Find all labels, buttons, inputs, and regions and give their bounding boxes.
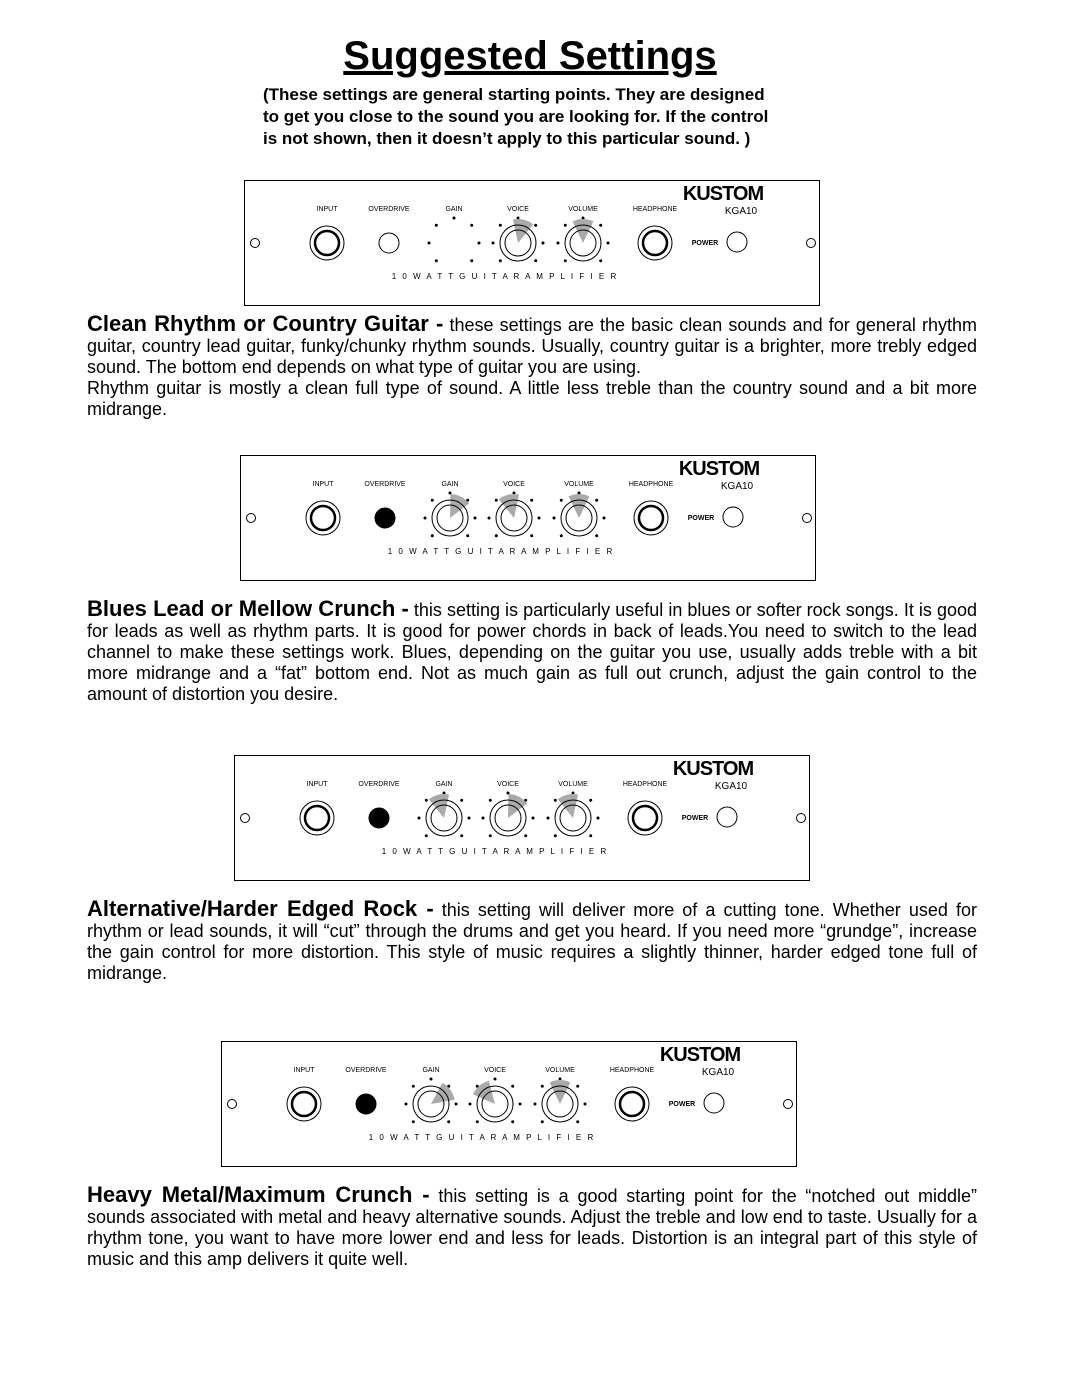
control-label: VOLUME (568, 206, 598, 213)
mount-screw-left (228, 1100, 237, 1109)
knob-tick (455, 1103, 458, 1106)
power-label: POWER (691, 240, 719, 247)
control-label: VOICE (497, 781, 519, 788)
knob-tick (564, 224, 567, 227)
mount-screw-left (241, 814, 250, 823)
mount-screw-right (784, 1100, 793, 1109)
headphone-jack (620, 1092, 644, 1116)
knob-tick (541, 1085, 544, 1088)
power-label: POWER (687, 515, 715, 522)
knob-tick (424, 517, 427, 520)
knob-tick (519, 1103, 522, 1106)
knob-tick (489, 799, 492, 802)
section-text: this setting is a good starting point for the “notched out middle” sounds associated with metal and heavy alternative sounds. Adjust the treble and low end to taste. Usually for a rhythm tone, you want to have more lower end and less for leads. Distortion is an integral part of this style of music and this amp delivers it quite well. (87, 1186, 977, 1269)
voice-setting-indicator (473, 1081, 495, 1104)
voice-setting-indicator (508, 794, 527, 818)
knob-tick (589, 834, 592, 837)
headphone-jack (633, 806, 657, 830)
knob-tick (541, 1120, 544, 1123)
control-label: VOICE (484, 1067, 506, 1074)
section-alternative-rock (87, 898, 977, 984)
control-label: OVERDRIVE (345, 1067, 387, 1074)
mount-screw-right (803, 514, 812, 523)
amp-tagline: 1 0 W A T T G U I T A R A M P L I F I E R (368, 1133, 596, 1142)
knob-tick (499, 224, 502, 227)
section-heading: Heavy Metal/Maximum Crunch - (87, 1182, 430, 1207)
kustom-logo: KUSTOM (672, 758, 754, 780)
mount-screw-left (251, 239, 260, 248)
knob-tick (595, 534, 598, 537)
amp-tagline: 1 0 W A T T G U I T A R A M P L I F I E R (381, 847, 609, 856)
knob-tick (482, 817, 485, 820)
control-label: HEADPHONE (622, 781, 668, 788)
knob-tick (560, 499, 563, 502)
knob-tick (532, 817, 535, 820)
mount-screw-right (797, 814, 806, 823)
amp-tagline: 1 0 W A T T G U I T A R A M P L I F I E R (391, 272, 619, 281)
knob-tick (478, 242, 481, 245)
knob-tick (564, 259, 567, 262)
knob-tick (495, 534, 498, 537)
knob-tick (470, 224, 473, 227)
control-label: INPUT (316, 206, 338, 213)
knob-tick (430, 1078, 433, 1081)
knob-tick (447, 1120, 450, 1123)
amp-tagline: 1 0 W A T T G U I T A R A M P L I F I E R (387, 547, 615, 556)
model-label: KGA10 (701, 1067, 735, 1078)
knob-tick (576, 1085, 579, 1088)
section-text: this setting will deliver more of a cutting tone. Whether used for rhythm or lead sounds, it will “cut” through the drums and get you heard. If you need more “grundge”, increase the gain control for more distortion. This style of music requires a slightly thinner, harder edged tone full of midrange. (87, 900, 977, 983)
mount-screw-right (807, 239, 816, 248)
knob-tick (553, 517, 556, 520)
knob-tick (511, 1120, 514, 1123)
amp-panel-2 (240, 455, 816, 581)
knob-tick (470, 259, 473, 262)
amp-panel-1 (244, 180, 820, 306)
knob-tick (599, 259, 602, 262)
input-jack (311, 506, 335, 530)
input-jack (292, 1092, 316, 1116)
overdrive-switch (379, 233, 399, 253)
overdrive-switch (356, 1094, 376, 1114)
control-label: HEADPHONE (609, 1067, 655, 1074)
knob-tick (469, 1103, 472, 1106)
knob-tick (466, 534, 469, 537)
control-label: INPUT (312, 481, 334, 488)
knob-tick (595, 499, 598, 502)
knob-tick (534, 259, 537, 262)
mount-screw-left (247, 514, 256, 523)
knob-tick (492, 242, 495, 245)
knob-tick (425, 799, 428, 802)
knob-tick (530, 534, 533, 537)
power-switch (717, 807, 737, 827)
section-heading: Clean Rhythm or Country Guitar - (87, 311, 444, 336)
volume-setting-indicator (573, 219, 594, 243)
control-label: VOLUME (564, 481, 594, 488)
control-label: VOLUME (545, 1067, 575, 1074)
knob-tick (597, 817, 600, 820)
section-text: these settings are the basic clean sounds and for general rhythm guitar, country lead guitar, funky/chunky rhythm sounds. Usually, country guitar is a brighter, more trebly edged sound. The bottom end depends on what type of guitar you are using. (87, 315, 977, 377)
knob-tick (542, 242, 545, 245)
intro-note: (These settings are general starting points. They are designed to get you close to the sound you are looking for. If the control is not shown, then it doesn’t apply to this particular sound. ) (263, 85, 769, 148)
page-title: Suggested Settings (343, 34, 717, 78)
knob-tick (599, 224, 602, 227)
amp-panel-3 (234, 755, 810, 881)
knob-tick (554, 799, 557, 802)
knob-tick (530, 499, 533, 502)
section-blues-lead (87, 598, 977, 705)
control-label: INPUT (306, 781, 328, 788)
knob-tick (584, 1103, 587, 1106)
control-label: GAIN (422, 1067, 440, 1074)
model-label: KGA10 (720, 481, 754, 492)
model-label: KGA10 (724, 206, 758, 217)
volume-setting-indicator (550, 1080, 571, 1104)
kustom-logo: KUSTOM (678, 458, 760, 480)
knob-tick (468, 817, 471, 820)
kustom-logo: KUSTOM (682, 183, 764, 205)
knob-tick (425, 834, 428, 837)
knob-tick (538, 517, 541, 520)
knob-tick (534, 1103, 537, 1106)
headphone-jack (643, 231, 667, 255)
control-label: INPUT (293, 1067, 315, 1074)
knob-tick (489, 834, 492, 837)
knob-tick (435, 259, 438, 262)
amp-panel-4 (221, 1041, 797, 1167)
knob-tick (405, 1103, 408, 1106)
knob-tick (576, 1120, 579, 1123)
gain-setting-indicator (450, 494, 469, 518)
knob-tick (460, 834, 463, 837)
knob-tick (431, 534, 434, 537)
section-heading: Blues Lead or Mellow Crunch - (87, 596, 409, 621)
knob-tick (412, 1085, 415, 1088)
control-label: OVERDRIVE (368, 206, 410, 213)
knob-tick (603, 517, 606, 520)
knob-tick (418, 817, 421, 820)
knob-tick (428, 242, 431, 245)
volume-setting-indicator (569, 494, 590, 518)
knob-tick (474, 517, 477, 520)
knob-tick (589, 799, 592, 802)
knob-tick (453, 217, 456, 220)
control-label: VOICE (503, 481, 525, 488)
model-label: KGA10 (714, 781, 748, 792)
knob-tick (460, 799, 463, 802)
control-label: GAIN (441, 481, 459, 488)
knob-tick (494, 1078, 497, 1081)
kustom-logo: KUSTOM (659, 1044, 741, 1066)
knob-tick (557, 242, 560, 245)
control-label: HEADPHONE (628, 481, 674, 488)
knob-tick (524, 834, 527, 837)
knob-tick (511, 1085, 514, 1088)
knob-tick (476, 1120, 479, 1123)
control-label: OVERDRIVE (364, 481, 406, 488)
power-switch (723, 507, 743, 527)
knob-tick (560, 534, 563, 537)
input-jack (305, 806, 329, 830)
control-label: VOLUME (558, 781, 588, 788)
knob-tick (435, 224, 438, 227)
power-label: POWER (681, 815, 709, 822)
overdrive-switch (375, 508, 395, 528)
control-label: OVERDRIVE (358, 781, 400, 788)
power-switch (704, 1093, 724, 1113)
knob-tick (431, 499, 434, 502)
knob-tick (554, 834, 557, 837)
knob-tick (547, 817, 550, 820)
knob-tick (499, 259, 502, 262)
control-label: VOICE (507, 206, 529, 213)
knob-tick (495, 499, 498, 502)
control-label: GAIN (435, 781, 453, 788)
input-jack (315, 231, 339, 255)
section-text-2: Rhythm guitar is mostly a clean full type of sound. A little less treble than the country sound and a bit more midrange. (87, 378, 977, 419)
section-text: this setting is particularly useful in blues or softer rock songs. It is good for leads as well as rhythm parts. It is good for power chords in back of leads.You need to switch to the lead channel to make these settings work. Blues, depending on the guitar you use, usually adds treble with a bit more midrange and a “fat” bottom end. Not as much gain as full out crunch, adjust the gain control to the amount of distortion you desire. (87, 600, 977, 704)
section-heavy-metal (87, 1184, 977, 1270)
knob-tick (488, 517, 491, 520)
power-label: POWER (668, 1101, 696, 1108)
section-clean-rhythm (87, 313, 977, 420)
knob-tick (607, 242, 610, 245)
knob-tick (412, 1120, 415, 1123)
headphone-jack (639, 506, 663, 530)
section-heading: Alternative/Harder Edged Rock - (87, 896, 434, 921)
control-label: HEADPHONE (632, 206, 678, 213)
knob-tick (534, 224, 537, 227)
power-switch (727, 232, 747, 252)
overdrive-switch (369, 808, 389, 828)
control-label: GAIN (445, 206, 463, 213)
